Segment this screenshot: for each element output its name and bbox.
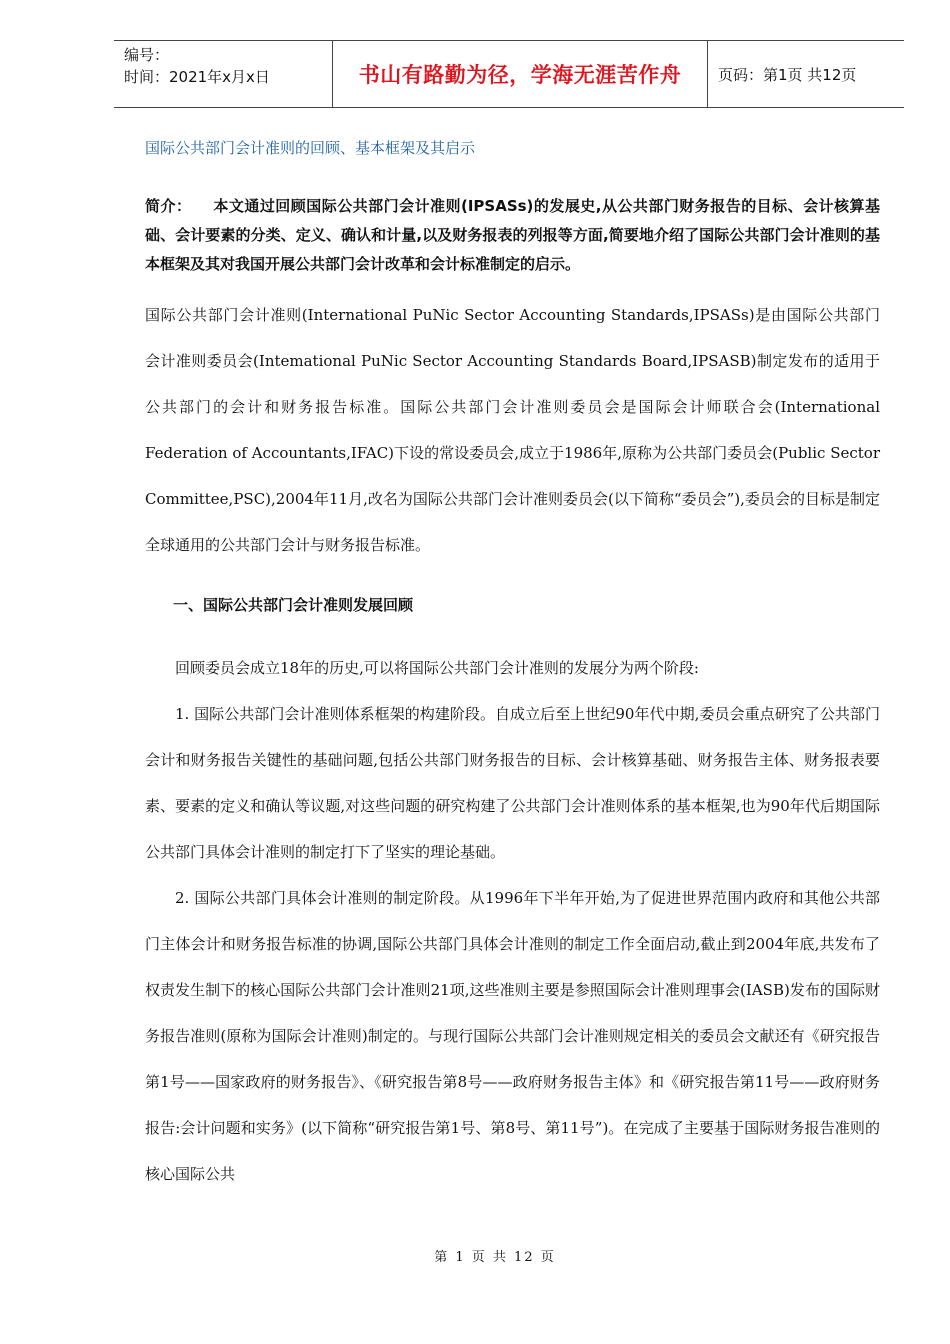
header-motto: 书山有路勤为径，学海无涯苦作舟 (333, 41, 708, 107)
abstract-label: 简介： (145, 197, 192, 215)
page-footer: 第 1 页 共 12 页 (434, 1250, 556, 1265)
stage2-paragraph: 2. 国际公共部门具体会计准则的制定阶段。从1996年下半年开始,为了促进世界范围内政府和其他公共部门主体会计和财务报告标准的协调,国际公共部门具体会计准则的制定工作全面启动,截止到2004年底,共发布了权责发生制下的核心国际公共部门会计准则21项,这些准则主要是参照国际会计准则理事会(IASB)发布的国际财务报告准则(原称为国际会计准则)制定的。与现行国际公共部门会计准则规定相关的委员会文献还有《研究报告第1号——国家政府的财务报告》、《研究报告第8号——政府财务报告主体》和《研究报告第11号——政府财务报告:会计问题和实务》(以下简称“研究报告第1号、第8号、第11号”)。在完成了主要基于国际财务报告准则的核心国际公共 (145, 889, 880, 1183)
document-title: 国际公共部门会计准则的回顾、基本框架及其启示 (145, 139, 476, 157)
intro-paragraph: 国际公共部门会计准则(International PuNic Sector Accounting Standards,IPSASs)是由国际公共部门会计准则委员会(Intemational PuNic Sector Accounting Standards Board,IPSASB)制定发布的适用于公共部门的会计和财务报告标准。国际公共部门会计准则委员会是国际会计师联合会(International Federation of Accountants,IFAC)下设的常设委员会,成立于1986年,原称为公共部门委员会(Public Sector Committee,PSC),2004年11月,改名为国际公共部门会计准则委员会(以下简称“委员会”),委员会的目标是制定全球通用的公共部门会计与财务报告标准。 (145, 306, 880, 554)
time-label: 时间：2021年x月x日 (124, 68, 270, 86)
header-meta (114, 41, 333, 107)
page-header (114, 40, 904, 108)
abstract-text: 本文通过回顾国际公共部门会计准则(IPSASs)的发展史,从公共部门财务报告的目标、会计核算基础、会计要素的分类、定义、确认和计量,以及财务报表的列报等方面,简要地介绍了国际公共部门会计准则的基本框架及其对我国开展公共部门会计改革和会计标准制定的启示。 (145, 197, 880, 273)
section-heading: 一、国际公共部门会计准则发展回顾 (173, 596, 414, 614)
abstract (145, 192, 880, 279)
number-label: 编号： (124, 46, 170, 64)
header-page-info: 页码：第1页 共12页 (718, 65, 857, 84)
review-paragraph: 回顾委员会成立18年的历史,可以将国际公共部门会计准则的发展分为两个阶段: (175, 659, 699, 677)
stage1-paragraph: 1. 国际公共部门会计准则体系框架的构建阶段。自成立后至上世纪90年代中期,委员会重点研究了公共部门会计和财务报告关键性的基础问题,包括公共部门财务报告的目标、会计核算基础、财务报告主体、财务报表要素、要素的定义和确认等议题,对这些问题的研究构建了公共部门会计准则体系的基本框架,也为90年代后期国际公共部门具体会计准则的制定打下了坚实的理论基础。 (145, 705, 880, 861)
